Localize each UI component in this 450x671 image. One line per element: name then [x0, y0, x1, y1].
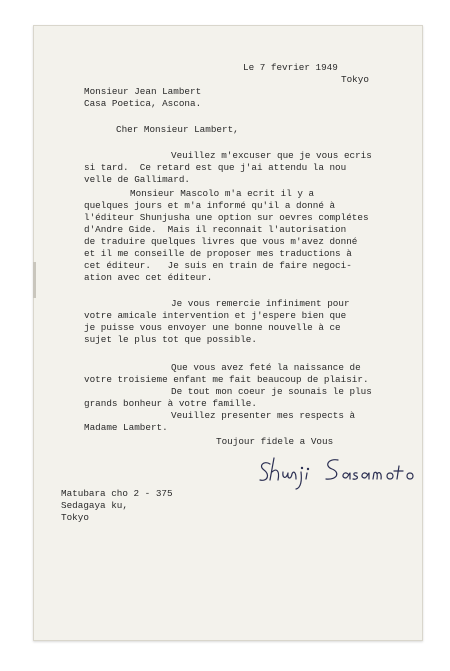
body-line: ation avec cet éditeur. [84, 272, 213, 283]
body-line: Veuillez m'excuser que je vous ecris [171, 150, 372, 161]
body-line: velle de Gallimard. [84, 174, 191, 185]
body-line: Que vous avez feté la naissance de [171, 362, 361, 373]
address-line: Matubara cho 2 - 375 [61, 488, 173, 499]
body-line: Monsieur Mascolo m'a ecrit il y a [130, 188, 315, 199]
body-line: De tout mon coeur je sounais le plus [171, 386, 372, 397]
handwritten-signature [256, 452, 426, 492]
body-line: cet éditeur. Je suis en train de faire negoci- [84, 260, 352, 271]
address-line: Tokyo [61, 512, 89, 523]
body-line: grands bonheur à votre famille. [84, 398, 257, 409]
body-line: Madame Lambert. [84, 422, 168, 433]
body-line: d'Andre Gide. Mais il reconnait l'autorisation [84, 224, 347, 235]
letter-date: Le 7 fevrier 1949 [243, 62, 338, 73]
closing: Toujour fidele a Vous [216, 436, 334, 447]
recipient-address: Casa Poetica, Ascona. [84, 98, 202, 109]
letter-place: Tokyo [341, 74, 369, 85]
body-line: quelques jours et m'a informé qu'il a donné à [84, 200, 336, 211]
body-line: je puisse vous envoyer une bonne nouvelle à ce [84, 322, 341, 333]
salutation: Cher Monsieur Lambert, [116, 124, 239, 135]
body-line: votre troisieme enfant me fait beaucoup de plaisir. [84, 374, 369, 385]
recipient-name: Monsieur Jean Lambert [84, 86, 202, 97]
staple-mark [33, 262, 36, 298]
address-line: Sedagaya ku, [61, 500, 128, 511]
body-line: et il me conseille de proposer mes traductions à [84, 248, 352, 259]
body-line: si tard. Ce retard est que j'ai attendu la nou [84, 162, 347, 173]
body-line: sujet le plus tot que possible. [84, 334, 257, 345]
body-line: l'éditeur Shunjusha une option sur oevres complétes [84, 212, 369, 223]
body-line: Je vous remercie infiniment pour [171, 298, 350, 309]
body-line: votre amicale intervention et j'espere bien que [84, 310, 347, 321]
body-line: Veuillez presenter mes respects à [171, 410, 356, 421]
body-line: de traduire quelques livres que vous m'avez donné [84, 236, 358, 247]
